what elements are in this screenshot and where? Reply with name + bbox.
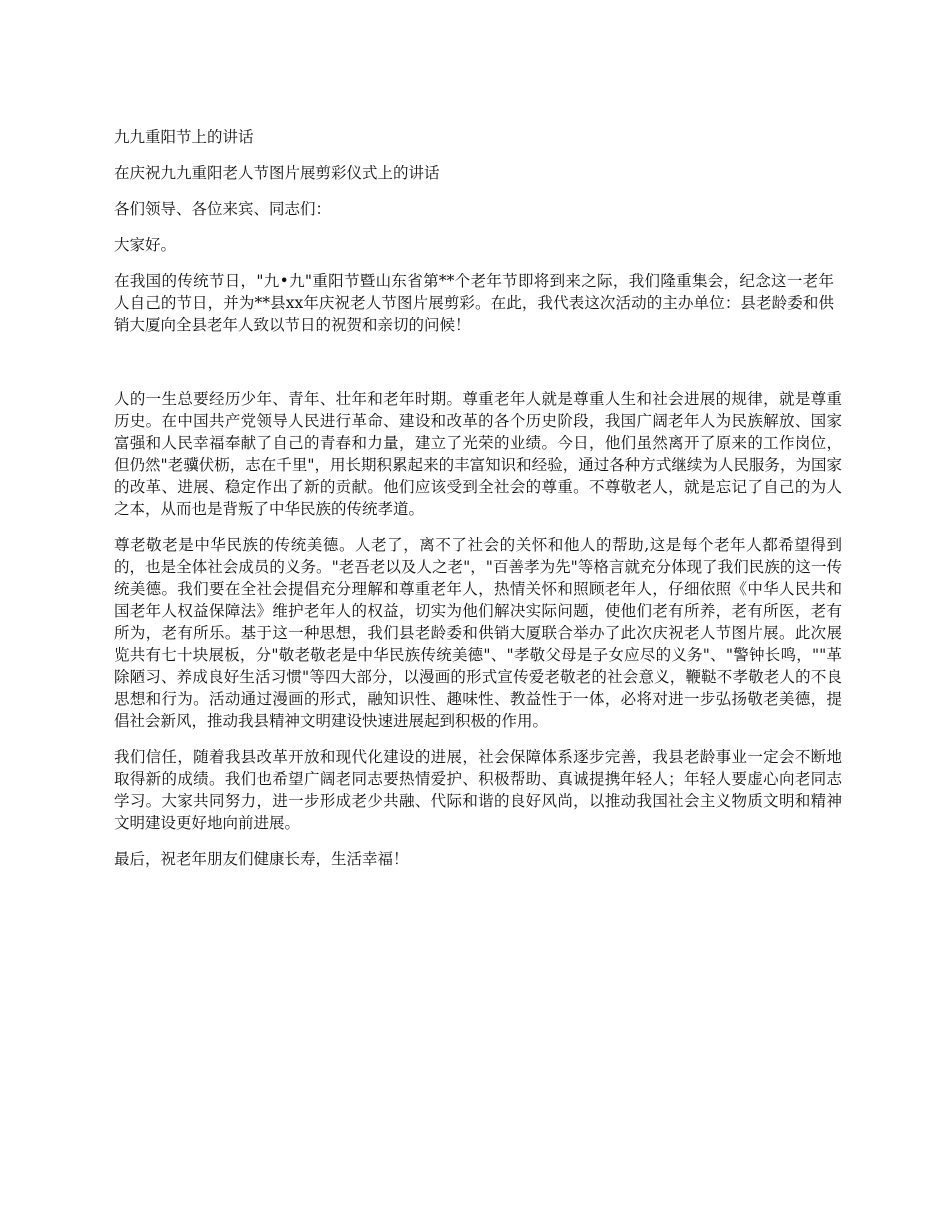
paragraph-history: 人的一生总要经历少年、青年、壮年和老年时期。尊重老年人就是尊重人生和社会进展的规律，就是尊重历史。在中国共产党领导人民进行革命、建设和改革的各个历史阶段，我国广阔老年人为民族解放、国家富强和人民幸福奉献了自己的青春和力量，建立了光荣的业绩。今日，他们虽然离开了原来的工作岗位，但仍然"老骥伏枥，志在千里"，用长期积累起来的丰富知识和经验，通过各种方式继续为人民服务，为国家的改革、进展、稳定作出了新的贡献。他们应该受到全社会的尊重。不尊敬老人，就是忘记了自己的为人之本，从而也是背叛了中华民族的传统孝道。 bbox=[114, 390, 842, 518]
document-subtitle: 在庆祝九九重阳老人节图片展剪彩仪式上的讲话 bbox=[114, 164, 440, 182]
paragraph-outlook: 我们信任，随着我县改革开放和现代化建设的进展，社会保障体系逐步完善，我县老龄事业一定会不断地取得新的成绩。我们也希望广阔老同志要热情爱护、积极帮助、真诚提携年轻人；年轻人要虚心向老同志学习。大家共同努力，进一步形成老少共融、代际和谐的良好风尚，以推动我国社会主义物质文明和精神文明建设更好地向前进展。 bbox=[114, 748, 842, 832]
salutation: 各们领导、各位来宾、同志们： bbox=[114, 200, 332, 218]
paragraph-intro: 在我国的传统节日，"九•九"重阳节暨山东省第**个老年节即将到来之际，我们隆重集会，纪念这一老年人自己的节日，并为**县xx年庆祝老人节图片展剪彩。在此，我代表这次活动的主办单位：县老龄委和供销大厦向全县老年人致以节日的祝贺和亲切的问候！ bbox=[114, 272, 834, 334]
opening-line: 大家好。 bbox=[114, 236, 177, 254]
document-page bbox=[114, 126, 842, 884]
paragraph-virtue: 尊老敬老是中华民族的传统美德。人老了，离不了社会的关怀和他人的帮助,这是每个老年人都希望得到的，也是全体社会成员的义务。"老吾老以及人之老"，"百善孝为先"等格言就充分体现了我们民族的这一传统美德。我们要在全社会提倡充分理解和尊重老年人，热情关怀和照顾老年人，仔细依照《中华人民共和国老年人权益保障法》维护老年人的权益，切实为他们解决实际问题，使他们老有所养，老有所医，老有所为，老有所乐。基于这一种思想，我们县老龄委和供销大厦联合举办了此次庆祝老人节图片展。此次展览共有七十块展板，分"敬老敬老是中华民族传统美德"、"孝敬父母是子女应尽的义务"、"警钟长鸣，""革除陋习、养成良好生活习惯"等四大部分，以漫画的形式宣传爱老敬老的社会意义，鞭鞑不孝敬老人的不良思想和行为。活动通过漫画的形式，融知识性、趣味性、教益性于一体，必将对进一步弘扬敬老美德，提倡社会新风，推动我县精神文明建设快速进展起到积极的作用。 bbox=[114, 536, 842, 730]
document-title: 九九重阳节上的讲话 bbox=[114, 128, 254, 146]
paragraph-closing: 最后，祝老年朋友们健康长寿，生活幸福！ bbox=[114, 850, 409, 868]
